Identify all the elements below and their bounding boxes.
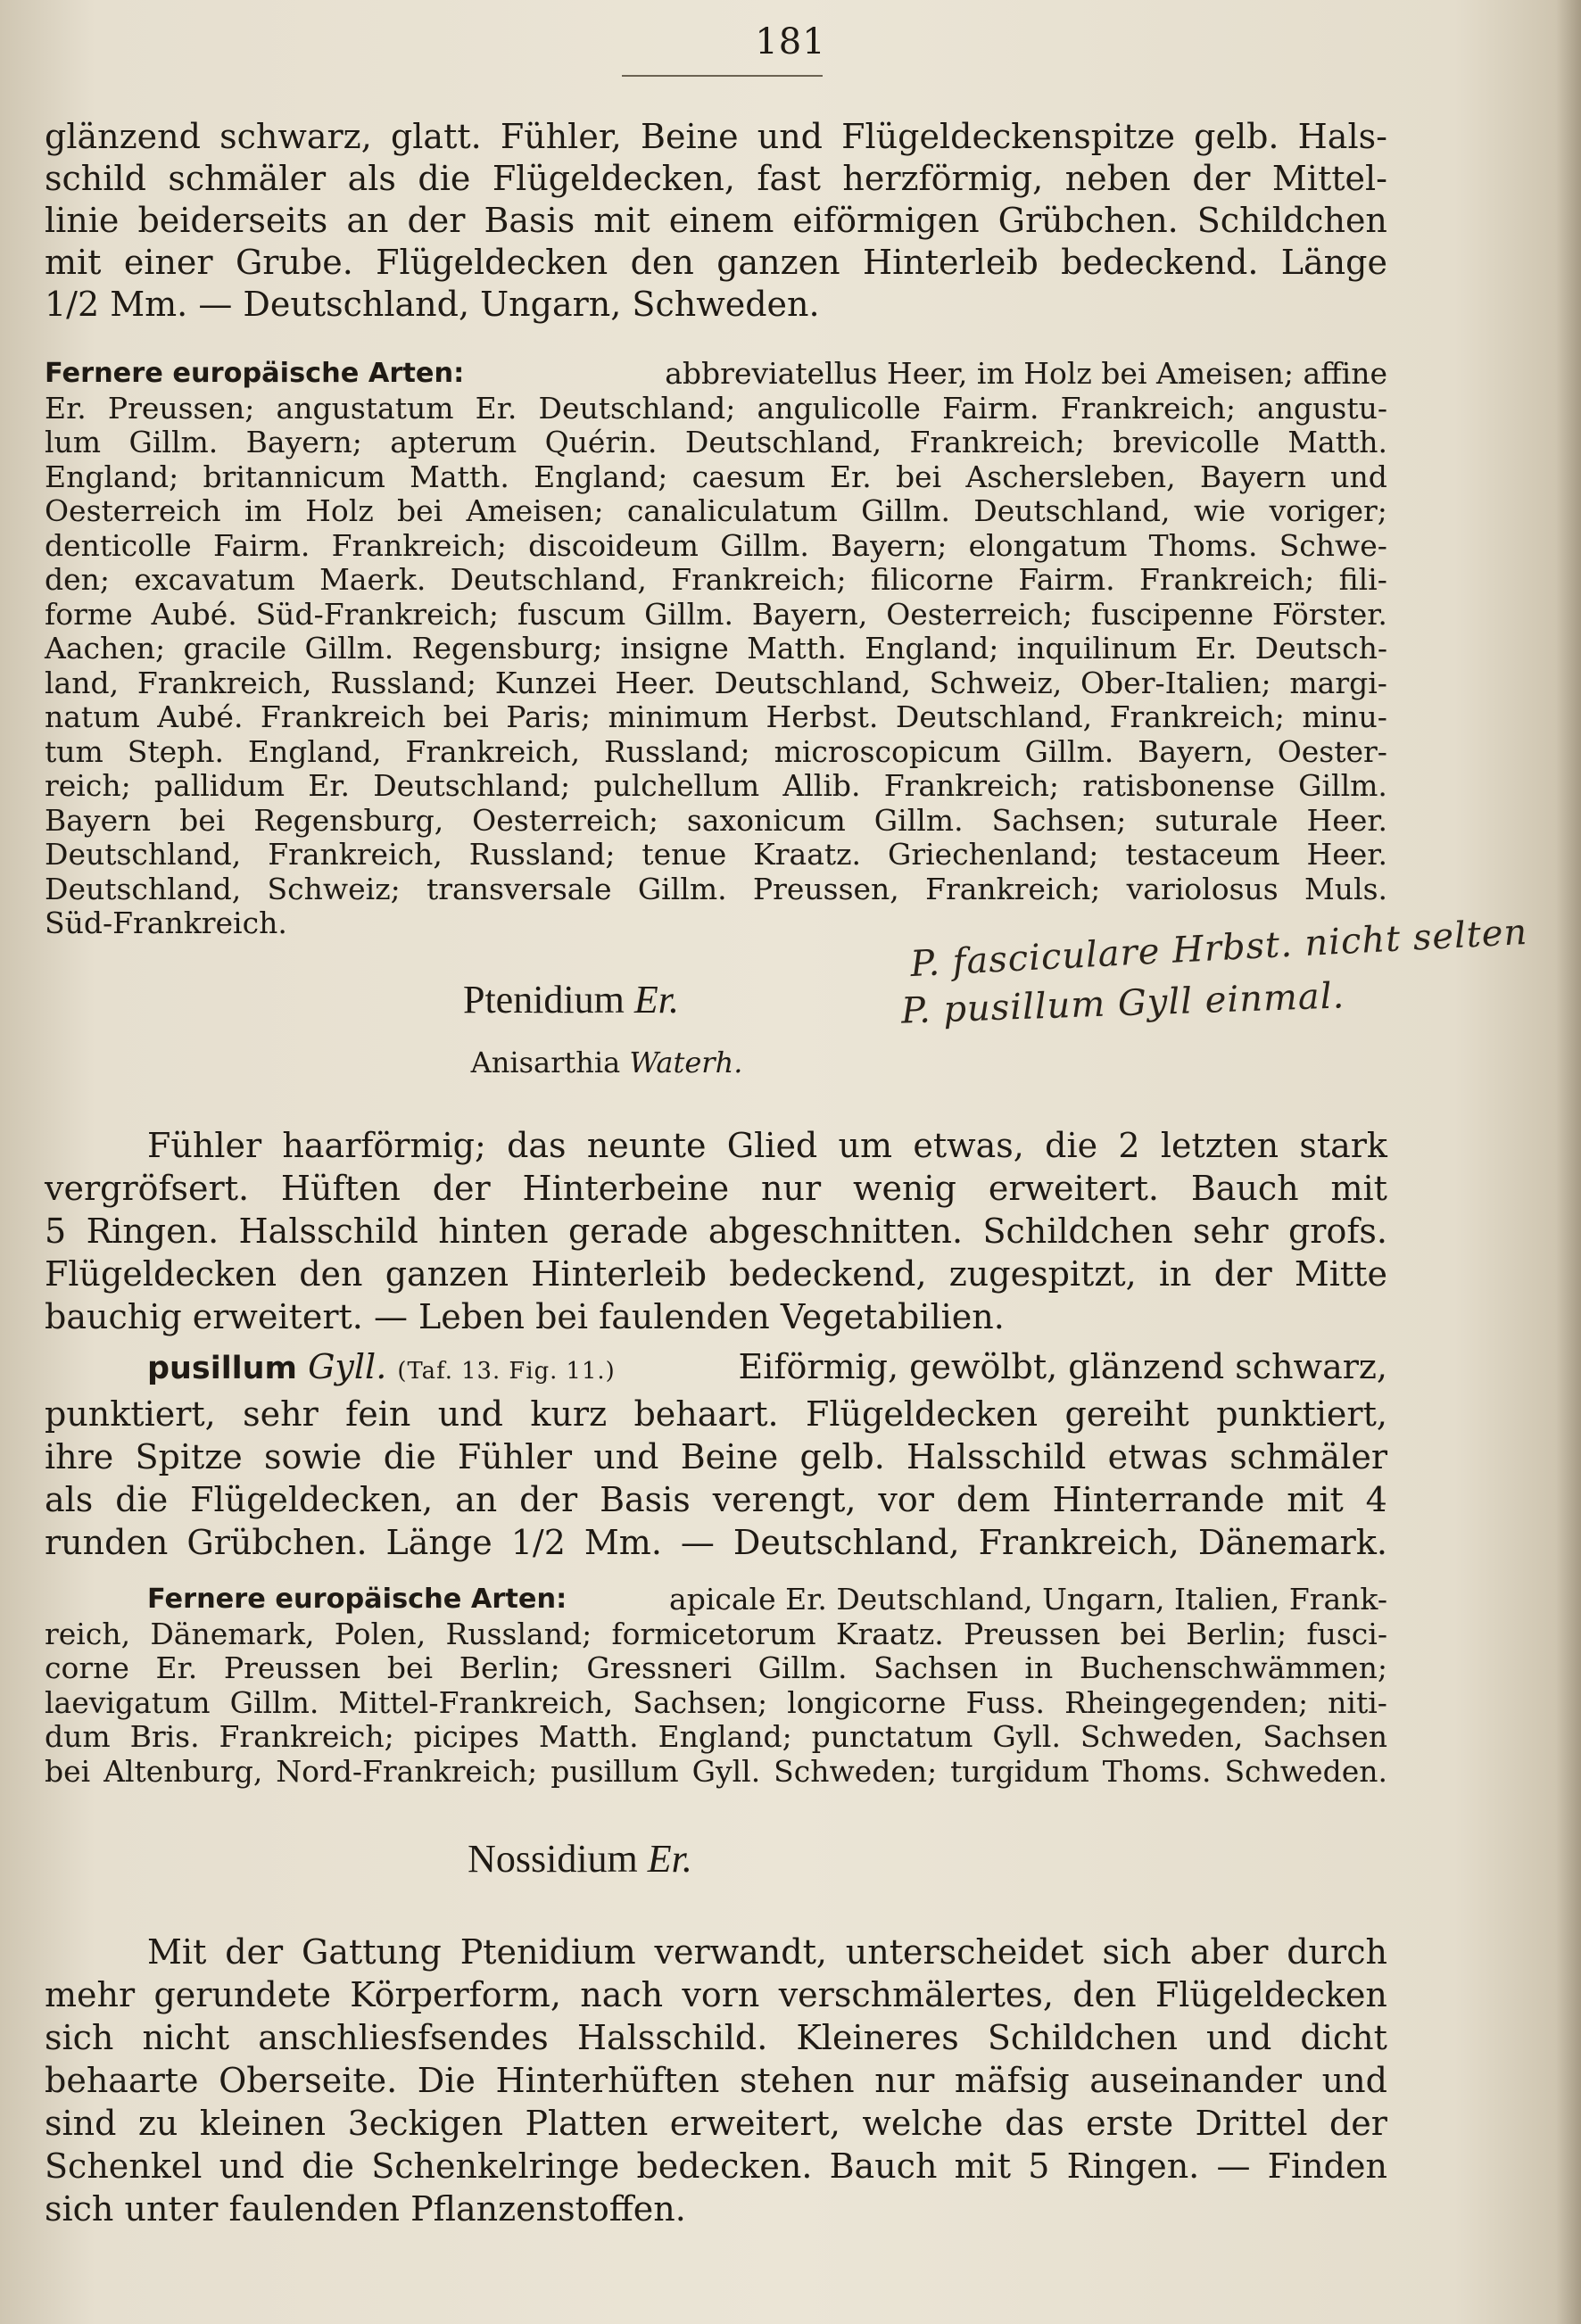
- text-line: Bayern bei Regensburg, Oesterreich; saxonicum Gillm. Sachsen; suturale Heer.: [45, 802, 1387, 838]
- text-line: bauchig erweitert. — Leben bei faulenden Vegetabilien.: [45, 1297, 1005, 1336]
- text-line: vergröfsert. Hüften der Hinterbeine nur wenig erweitert. Bauch mit: [45, 1169, 1387, 1208]
- text-line: glänzend schwarz, glatt. Fühler, Beine und Flügeldeckenspitze gelb. Hals-: [45, 117, 1387, 156]
- genus-description-nossidium: [45, 1931, 1387, 2230]
- text-line: tum Steph. England, Frankreich, Russland; microscopicum Gillm. Bayern, Oester-: [45, 733, 1387, 769]
- text-line: [45, 357, 1387, 392]
- text-line: lum Gillm. Bayern; apterum Quérin. Deutschland, Frankreich; brevicolle Matth.: [45, 425, 1387, 459]
- text-line: mit einer Grube. Flügeldecken den ganzen Hinterleib bedeckend. Länge: [45, 243, 1387, 282]
- text-line: bei Altenburg, Nord-Frankreich; pusillum Gyll. Schweden; turgidum Thoms. Schweden.: [45, 1753, 1387, 1789]
- text-line: dum Bris. Frankreich; picipes Matth. England; punctatum Gyll. Schweden, Sachsen: [45, 1719, 1387, 1754]
- species-name: pusillum: [147, 1351, 297, 1386]
- text-line: linie beiderseits an der Basis mit einem eiförmigen Grübchen. Schildchen: [45, 201, 1387, 240]
- text-line: mehr gerundete Körperform, nach vorn verschmälertes, den Flügeldecken: [45, 1975, 1387, 2014]
- plate-reference: (Taf. 13. Fig. 11.): [397, 1358, 616, 1385]
- other-species-list-1: [45, 357, 1387, 941]
- page-number: 181: [755, 21, 826, 62]
- text-line: [45, 1345, 1387, 1393]
- genus-name: Ptenidium: [462, 978, 625, 1021]
- synonym-name: Anisarthia: [470, 1046, 621, 1079]
- text-line: reich, Dänemark, Polen, Russland; formicetorum Kraatz. Preussen bei Berlin; fusci-: [45, 1616, 1387, 1651]
- text-line: behaarte Oberseite. Die Hinterhüften stehen nur mäfsig auseinander und: [45, 2061, 1387, 2100]
- text-line: denticolle Fairm. Frankreich; discoideum Gillm. Bayern; elongatum Thoms. Schwe-: [45, 527, 1387, 563]
- section-label: Fernere europäische Arten:: [147, 1584, 567, 1615]
- text-line: schild schmäler als die Flügeldecken, fast herzförmig, neben der Mittel-: [45, 159, 1387, 198]
- paragraph-continuation: [45, 116, 1387, 326]
- text-line: sich unter faulenden Pflanzenstoffen.: [45, 2189, 686, 2229]
- section-label: Fernere europäische Arten:: [45, 358, 465, 389]
- text-line: Süd-Frankreich.: [45, 906, 287, 940]
- text-line: Flügeldecken den ganzen Hinterleib bedeckend, zugespitzt, in der Mitte: [45, 1254, 1387, 1294]
- text-line: ihre Spitze sowie die Fühler und Beine gelb. Halsschild etwas schmäler: [45, 1437, 1387, 1476]
- text-line: forme Aubé. Süd-Frankreich; fuscum Gillm. Bayern, Oesterreich; fuscipenne Förster.: [45, 596, 1387, 632]
- text-line: runden Grübchen. Länge 1/2 Mm. — Deutschland, Frankreich, Dänemark.: [45, 1523, 1387, 1562]
- text-line: den; excavatum Maerk. Deutschland, Frankreich; filicorne Fairm. Frankreich; fili-: [45, 562, 1387, 597]
- text-line: Aachen; gracile Gillm. Regensburg; insigne Matth. England; inquilinum Er. Deutsch-: [45, 631, 1387, 666]
- text-line: reich; pallidum Er. Deutschland; pulchellum Allib. Frankreich; ratisbonense Gillm.: [45, 768, 1387, 803]
- text-line: sich nicht anschliesfsendes Halsschild. Kleineres Schildchen und dicht: [45, 2018, 1387, 2057]
- handwritten-note-line-2: P. pusillum Gyll einmal.: [900, 975, 1345, 1032]
- text-line: 5 Ringen. Halsschild hinten gerade abgeschnitten. Schildchen sehr grofs.: [45, 1212, 1387, 1251]
- genus-author: Er.: [647, 1837, 692, 1881]
- species-author: Gyll.: [308, 1347, 387, 1386]
- text-line: Deutschland, Frankreich, Russland; tenue Kraatz. Griechenland; testaceum Heer.: [45, 837, 1387, 872]
- text-run: Eiförmig, gewölbt, glänzend schwarz,: [738, 1347, 1387, 1386]
- text-line: natum Aubé. Frankreich bei Paris; minimum Herbst. Deutschland, Frankreich; minu-: [45, 699, 1387, 734]
- genus-heading-ptenidium: [0, 977, 1142, 1022]
- text-line: sind zu kleinen 3eckigen Platten erweitert, welche das erste Drittel der: [45, 2104, 1387, 2143]
- genus-author: Er.: [633, 978, 680, 1021]
- synonym-subheading: [0, 1046, 1213, 1079]
- species-description-pusillum: [45, 1345, 1387, 1564]
- text-line: Fühler haarförmig; das neunte Glied um etwas, die 2 letzten stark: [147, 1126, 1387, 1165]
- genus-name: Nossidium: [468, 1837, 638, 1881]
- text-line: als die Flügeldecken, an der Basis verengt, vor dem Hinterrande mit 4: [45, 1480, 1387, 1519]
- text-line: Oesterreich im Holz bei Ameisen; canaliculatum Gillm. Deutschland, wie voriger;: [45, 493, 1387, 528]
- text-run: abbreviatellus Heer, im Holz bei Ameisen; affine: [665, 356, 1387, 391]
- handwritten-note-line-1: P. fasciculare Hrbst. nicht selten: [909, 911, 1529, 986]
- other-species-list-2: [45, 1583, 1387, 1789]
- text-line: punktiert, sehr fein und kurz behaart. Flügeldecken gereiht punktiert,: [45, 1394, 1387, 1434]
- genus-description: [45, 1124, 1387, 1338]
- header-rule: [622, 75, 823, 77]
- text-line: England; britannicum Matth. England; caesum Er. bei Aschersleben, Bayern und: [45, 459, 1387, 494]
- text-line: Schenkel und die Schenkelringe bedecken. Bauch mit 5 Ringen. — Finden: [45, 2146, 1387, 2186]
- text-line: Deutschland, Schweiz; transversale Gillm. Preussen, Frankreich; variolosus Muls.: [45, 871, 1387, 906]
- text-run: apicale Er. Deutschland, Ungarn, Italien, Frank-: [669, 1582, 1387, 1617]
- text-line: 1/2 Mm. — Deutschland, Ungarn, Schweden.: [45, 285, 820, 324]
- text-line: Er. Preussen; angustatum Er. Deutschland; angulicolle Fairm. Frankreich; angustu-: [45, 390, 1387, 426]
- text-line: Mit der Gattung Ptenidium verwandt, unterscheidet sich aber durch: [147, 1932, 1387, 1972]
- text-line: laevigatum Gillm. Mittel-Frankreich, Sachsen; longicorne Fuss. Rheingegenden; niti-: [45, 1684, 1387, 1720]
- synonym-author: Waterh.: [629, 1046, 743, 1079]
- genus-heading-nossidium: [0, 1836, 1160, 1882]
- text-line: [45, 1583, 1387, 1617]
- text-line: land, Frankreich, Russland; Kunzei Heer. Deutschland, Schweiz, Ober-Italien; margi-: [45, 665, 1387, 700]
- page-edge-shadow: [1556, 0, 1581, 2324]
- text-line: corne Er. Preussen bei Berlin; Gressneri Gillm. Sachsen in Buchenschwämmen;: [45, 1650, 1387, 1685]
